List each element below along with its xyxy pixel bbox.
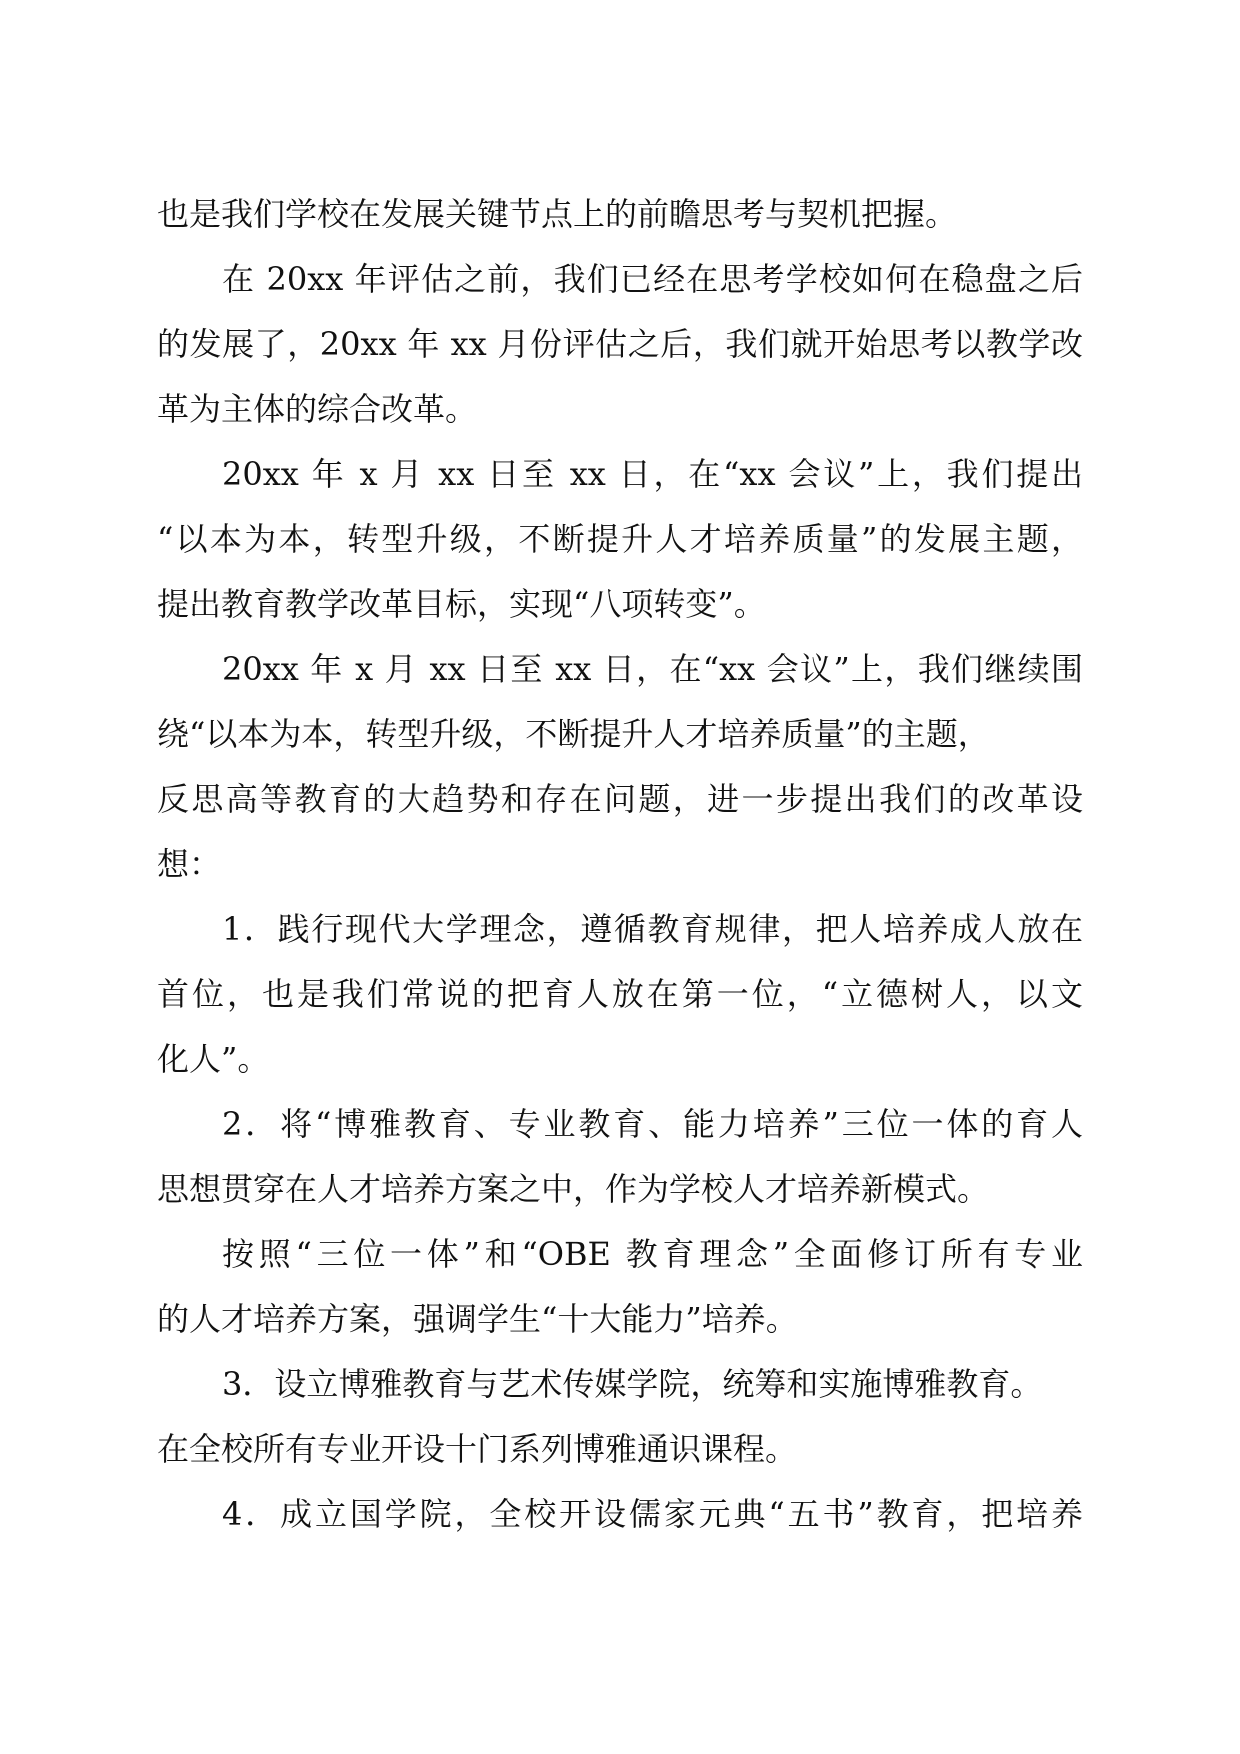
text-line: 20xx 年 x 月 xx 日至 xx 日，在“xx 会议”上，我们提出 <box>222 455 1083 493</box>
text-line: 1．践行现代大学理念，遵循教育规律，把人培养成人放在 <box>222 910 1083 948</box>
text-line: 4．成立国学院，全校开设儒家元典“五书”教育，把培养 <box>222 1495 1083 1533</box>
text-line: 首位，也是我们常说的把育人放在第一位，“立德树人，以文 <box>157 975 1083 1013</box>
text-line: 在全校所有专业开设十门系列博雅通识课程。 <box>157 1430 798 1468</box>
text-line: 反思高等教育的大趋势和存在问题，进一步提出我们的改革设 <box>157 780 1083 818</box>
text-line: 也是我们学校在发展关键节点上的前瞻思考与契机把握。 <box>157 195 958 233</box>
text-line: 的人才培养方案，强调学生“十大能力”培养。 <box>157 1300 798 1338</box>
text-line: 3．设立博雅教育与艺术传媒学院，统筹和实施博雅教育。 <box>222 1365 1043 1403</box>
text-line: 20xx 年 x 月 xx 日至 xx 日，在“xx 会议”上，我们继续围 <box>222 650 1083 688</box>
text-line: 的发展了，20xx 年 xx 月份评估之后，我们就开始思考以教学改 <box>157 325 1083 363</box>
text-line: 革为主体的综合改革。 <box>157 390 478 428</box>
text-line: 在 20xx 年评估之前，我们已经在思考学校如何在稳盘之后 <box>222 260 1083 298</box>
text-line: 提出教育教学改革目标，实现“八项转变”。 <box>157 585 766 623</box>
text-line: 绕“以本为本，转型升级，不断提升人才培养质量”的主题， <box>157 715 990 753</box>
text-line: 想： <box>157 845 222 883</box>
text-line: 2．将“博雅教育、专业教育、能力培养”三位一体的育人 <box>222 1105 1083 1143</box>
text-line: 思想贯穿在人才培养方案之中，作为学校人才培养新模式。 <box>157 1170 990 1208</box>
text-line: “以本为本，转型升级，不断提升人才培养质量”的发展主题， <box>157 520 1083 558</box>
text-line: 按照“三位一体”和“OBE 教育理念”全面修订所有专业 <box>222 1235 1083 1273</box>
text-line: 化人”。 <box>157 1040 270 1078</box>
